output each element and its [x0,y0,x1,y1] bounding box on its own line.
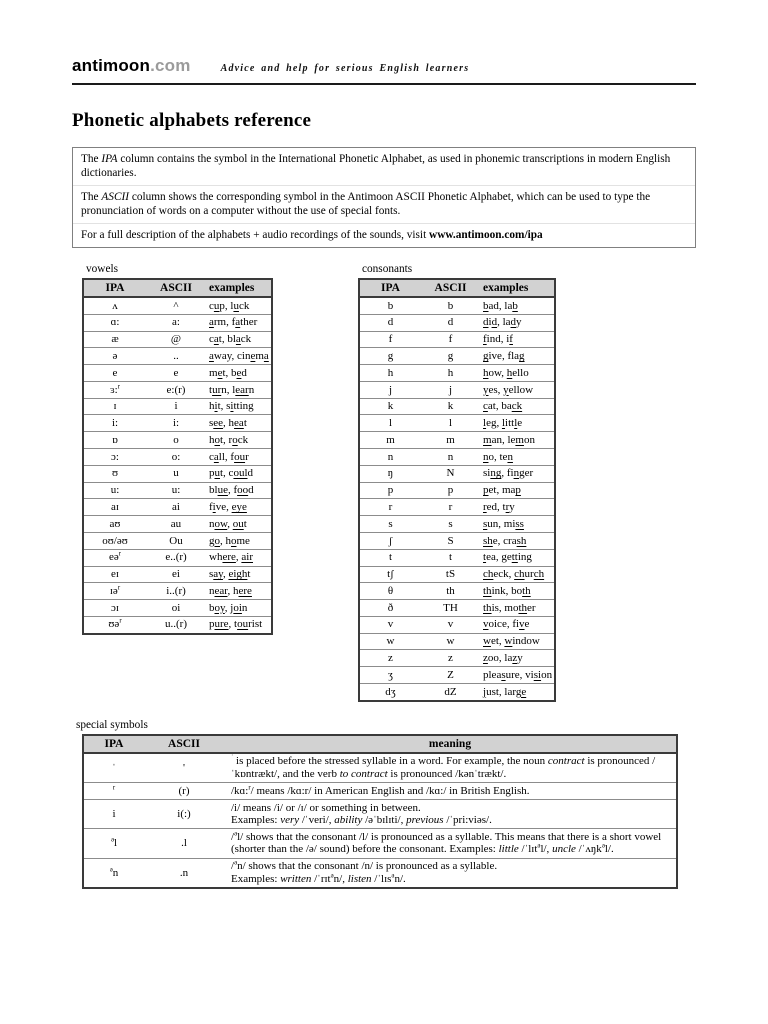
special-symbols-section [72,719,696,889]
examples-cell: cat, back [480,398,555,415]
ascii-cell: w [421,633,480,650]
examples-cell: blue, food [206,482,272,499]
ascii-cell: S [421,532,480,549]
ipa-cell: ɔ: [83,449,146,466]
ascii-cell: j [421,381,480,398]
ipa-cell: eɪ [83,566,146,583]
examples-cell: pure, tourist [209,618,263,631]
examples-cell: sun, miss [480,516,555,533]
ascii-cell: (r) [144,783,224,800]
ascii-cell: i: [146,415,206,432]
ipa-cell: dʒ [385,685,396,698]
table-row [359,549,555,566]
masthead-rule [72,83,696,85]
ascii-cell: g [421,348,480,365]
site-tagline: Advice and help for serious English learners [220,63,470,74]
ascii-cell: e [146,365,206,382]
ipa-cell: p [359,482,421,499]
ascii-cell: u [146,465,206,482]
intro-box [72,147,696,248]
table-row [359,667,555,684]
ascii-cell: @ [146,331,206,348]
ipa-cell: ŋ [359,465,421,482]
vowels-label: vowels [86,263,119,275]
ipa-cell: ɪə$^r$ [83,583,146,600]
examples-cell: cat, black [206,331,272,348]
examples-cell: leg, little [480,415,555,432]
ipa-cell: e [83,365,146,382]
ipa-cell: tʃ [359,566,421,583]
examples-cell: did, lady [480,314,555,331]
ipa-cell: ʊ [83,465,146,482]
examples-cell: find, if [480,331,555,348]
table-row [359,616,555,633]
ascii-cell: t [421,549,480,566]
consonants-table-header [359,279,555,297]
table-row [359,465,555,482]
ascii-cell: ai [146,499,206,516]
table-row [83,583,272,600]
special-symbols-table-header [83,735,677,753]
ipa-cell: eə$^r$ [83,549,146,566]
examples-cell: sing, finger [480,465,555,482]
vowels-table-body [83,297,272,634]
examples-cell: wet, window [480,633,555,650]
ipa-cell: l [359,415,421,432]
ascii-cell: o [146,432,206,449]
column-header-ascii: ASCII [421,279,480,297]
ipa-cell: w [359,633,421,650]
table-row [359,583,555,600]
ascii-cell: au [146,516,206,533]
examples-cell: man, lemon [480,432,555,449]
examples-cell: turn, learn [206,381,272,398]
ipa-cell: ɒ [83,432,146,449]
examples-cell: zoo, lazy [480,650,555,667]
vowels-table-header [83,279,272,297]
ascii-cell: i..(r) [146,583,206,600]
table-row [83,799,677,828]
intro-paragraph-link: For a full description of the alphabets + audio recordings of the sounds, visit www.antimoon.com/ipa [81,229,543,241]
table-row [359,432,555,449]
ascii-cell: v [421,616,480,633]
ipa-cell: f [359,331,421,348]
ipa-cell: ð [359,600,421,617]
ipa-cell: ɜ:$^r$ [83,381,146,398]
ascii-cell: TH [421,600,480,617]
consonants-label: consonants [362,263,413,275]
table-row [359,516,555,533]
column-header-ipa: IPA [83,735,144,753]
table-row [83,398,272,415]
ipa-cell: t [359,549,421,566]
examples-cell: red, try [480,499,555,516]
table-row [359,348,555,365]
ascii-cell: .n [179,866,189,879]
ipa-cell: m [359,432,421,449]
consonants-table [358,278,556,702]
ascii-cell: l [421,415,480,432]
examples-cell: voice, five [480,616,555,633]
table-row [83,783,677,800]
vowels-table [82,278,273,635]
table-row [359,381,555,398]
ascii-cell: m [421,432,480,449]
vowels-section [82,263,303,702]
ascii-cell: a: [146,314,206,331]
table-row [83,314,272,331]
site-logo-suffix: .com [150,56,191,75]
examples-cell: no, ten [480,449,555,466]
ipa-cell: ˈ [83,753,144,783]
ascii-cell: z [421,650,480,667]
ascii-cell: i [146,398,206,415]
table-row [359,314,555,331]
ipa-cell: $^ə$n [109,865,119,879]
ipa-cell: æ [83,331,146,348]
ipa-cell: ʌ [83,297,146,314]
table-row [359,650,555,667]
examples-cell: just, large [483,685,527,698]
consonants-table-body [359,297,555,701]
table-row [83,449,272,466]
column-header-ascii: ASCII [146,279,206,297]
ascii-cell: n [421,449,480,466]
tables-row [72,263,696,702]
ipa-cell: k [359,398,421,415]
examples-cell: see, heat [206,415,272,432]
examples-cell: go, home [206,532,272,549]
table-row [359,532,555,549]
table-row [359,499,555,516]
table-row [83,297,272,314]
ascii-cell: Ou [146,532,206,549]
table-row [83,381,272,398]
site-logo [72,56,191,76]
ascii-cell: tS [421,566,480,583]
table-row [359,365,555,382]
ascii-cell: oi [146,600,206,617]
ipa-cell: ʃ [359,532,421,549]
table-row [83,432,272,449]
ascii-cell: th [421,583,480,600]
ascii-cell: h [421,365,480,382]
ascii-cell: o: [146,449,206,466]
ipa-cell: i [83,799,144,828]
site-logo-main: antimoon [72,56,151,75]
ipa-cell: aɪ [83,499,146,516]
ipa-cell: ʒ [359,667,421,684]
ascii-cell: f [421,331,480,348]
ipa-cell: v [359,616,421,633]
table-row [83,600,272,617]
table-row [83,532,272,549]
column-header-examples: examples [206,279,272,297]
ascii-cell: Z [421,667,480,684]
ascii-cell: u..(r) [165,618,187,631]
table-row [83,516,272,533]
ipa-cell: θ [359,583,421,600]
ascii-cell: u: [146,482,206,499]
column-header-ipa: IPA [359,279,421,297]
ipa-cell: n [359,449,421,466]
examples-cell: yes, yellow [480,381,555,398]
ipa-cell: ɪ [83,398,146,415]
examples-cell: cup, luck [206,297,272,314]
table-row [359,633,555,650]
ipa-cell: s [359,516,421,533]
examples-cell: this, mother [480,600,555,617]
ipa-cell: j [359,381,421,398]
meaning-cell: /kɑ:$^r$/ means /kɑ:r/ in American English and /kɑ:/ in British English. [224,783,677,800]
examples-cell: say, eight [206,566,272,583]
table-row [83,499,272,516]
ascii-cell: ^ [146,297,206,314]
ipa-cell: $^ə$l [83,829,144,858]
meaning-cell: /$^ə$l/ shows that the consonant /l/ is pronounced as a syllable. This means that there is a short vowel (shorter than the /ə/ sound) before the consonant. Examples: little /ˈlɪt$^ə$l/, uncle /ˈʌŋk$^ə$l/. [224,829,677,858]
ipa-cell: i: [83,415,146,432]
column-header-examples: examples [480,279,555,297]
examples-cell: pleasure, vision [480,667,555,684]
special-symbols-label: special symbols [76,718,148,731]
ipa-cell: d [359,314,421,331]
ascii-cell: .l [144,829,224,858]
examples-cell: now, out [206,516,272,533]
meaning-cell: /i/ means /i/ or /ɪ/ or something in between. Examples: very /ˈveri/, ability /əˈbɪlɪti/, previous /ˈpri:viəs/. [224,799,677,828]
ascii-cell: ' [144,753,224,783]
examples-cell: tea, getting [480,549,555,566]
ascii-cell: N [421,465,480,482]
table-row [83,566,272,583]
examples-cell: arm, father [206,314,272,331]
examples-cell: boy, join [206,600,272,617]
table-row [83,415,272,432]
column-header-ascii: ASCII [144,735,224,753]
examples-cell: put, could [206,465,272,482]
column-header-meaning: meaning [224,735,677,753]
examples-cell: where, air [206,549,272,566]
ipa-cell: z [359,650,421,667]
consonants-section [358,263,580,702]
table-row [83,616,272,633]
ascii-cell: e..(r) [146,549,206,566]
ascii-cell: k [421,398,480,415]
table-row [83,331,272,348]
examples-cell: check, church [480,566,555,583]
ascii-cell: s [421,516,480,533]
table-row [83,465,272,482]
ascii-cell: e:(r) [146,381,206,398]
table-row [83,829,677,858]
intro-paragraph-ascii: The ASCII column shows the corresponding symbol in the Antimoon ASCII Phonetic Alphabet, which can be used to type the pronunciation of words on a computer without the use of special fonts. [73,186,695,224]
table-row [359,415,555,432]
header-row [83,279,272,297]
ascii-cell: d [421,314,480,331]
examples-cell: pet, map [480,482,555,499]
table-row [83,482,272,499]
ipa-cell: ʊə$^r$ [108,617,122,631]
ascii-cell: r [421,499,480,516]
ipa-cell: r [359,499,421,516]
header-row [359,279,555,297]
ascii-cell: p [421,482,480,499]
ipa-cell: r [83,783,144,800]
ascii-cell: .. [146,348,206,365]
table-row [83,348,272,365]
examples-cell: hit, sitting [206,398,272,415]
ascii-cell: b [421,297,480,314]
special-symbols-table-body [83,753,677,888]
table-row [359,683,555,700]
table-row [359,482,555,499]
ipa-cell: b [359,297,421,314]
table-row [359,297,555,314]
table-row [83,365,272,382]
ipa-cell: u: [83,482,146,499]
ipa-cell: h [359,365,421,382]
ascii-cell: dZ [444,685,457,698]
table-row [359,449,555,466]
examples-cell: how, hello [480,365,555,382]
masthead [72,56,696,76]
ipa-cell: ɑ: [83,314,146,331]
table-row [83,753,677,783]
examples-cell: think, both [480,583,555,600]
intro-paragraph-ipa: The IPA column contains the symbol in the International Phonetic Alphabet, as used in phonemic transcriptions in modern English dictionaries. [73,148,695,186]
meaning-cell: $^ˈ$ is placed before the stressed syllable in a word. For example, the noun contract is pronounced /ˈkɒntrækt/, and the verb to contract is pronounced /kənˈtrækt/. [224,753,677,783]
examples-cell: near, here [206,583,272,600]
table-row [359,600,555,617]
table-row [359,566,555,583]
table-row [83,549,272,566]
examples-cell: hot, rock [206,432,272,449]
examples-cell: bad, lab [480,297,555,314]
page-title: Phonetic alphabets reference [72,110,312,131]
examples-cell: she, crash [480,532,555,549]
header-row [83,735,677,753]
meaning-cell: /$^ə$n/ shows that the consonant /n/ is pronounced as a syllable. Examples: written /ˈrɪt$^ə$n/, listen /ˈlɪs$^ə$n/. [231,859,498,885]
table-row [359,398,555,415]
ipa-cell: ə [83,348,146,365]
table-row [359,331,555,348]
examples-cell: met, bed [206,365,272,382]
special-symbols-table [82,734,678,889]
examples-cell: give, flag [480,348,555,365]
ipa-cell: aʊ [83,516,146,533]
ipa-cell: oʊ/əʊ [83,532,146,549]
examples-cell: away, cinema [206,348,272,365]
ipa-cell: g [359,348,421,365]
ascii-cell: ei [146,566,206,583]
ipa-cell: ɔɪ [83,600,146,617]
table-row [83,858,677,888]
examples-cell: five, eye [206,499,272,516]
column-header-ipa: IPA [83,279,146,297]
examples-cell: call, four [206,449,272,466]
ascii-cell: i(:) [144,799,224,828]
